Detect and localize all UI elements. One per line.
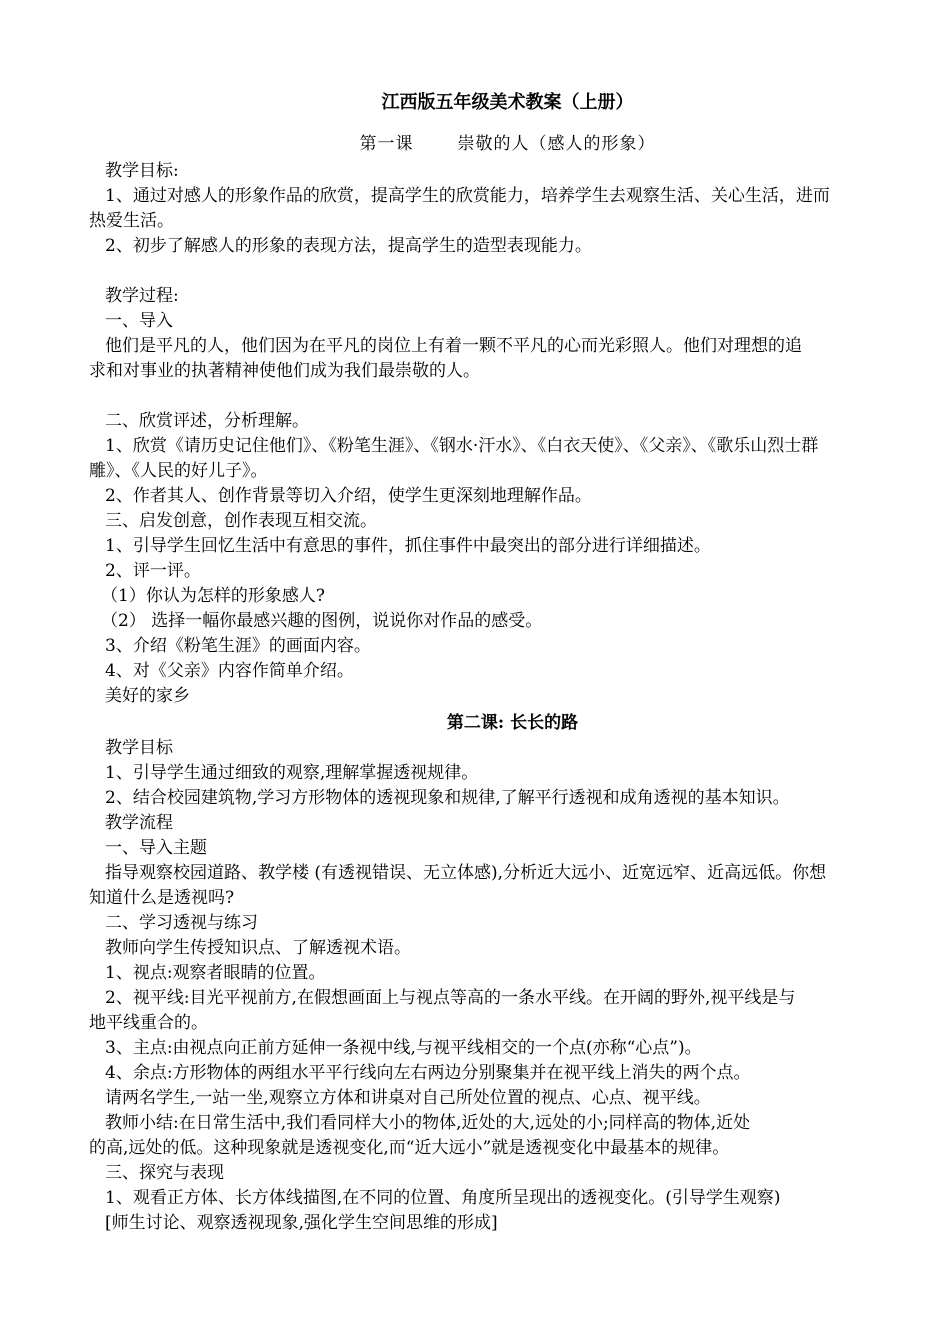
l1-line-7: 他们是平凡的人，他们因为在平凡的岗位上有着一颗不平凡的心而光彩照人。他们对理想的追: [105, 336, 802, 356]
l2-line-17: 三、探究与表现: [105, 1163, 224, 1183]
lesson1-number: 第一课: [359, 134, 414, 154]
lesson2-heading: 第二课: 长长的路: [446, 713, 579, 733]
l2-line-10: 2、视平线:目光平视前方,在假想画面上与视点等高的一条水平线。在开阔的野外,视平线是与: [105, 988, 796, 1008]
l1-line-18: （2） 选择一幅你最感兴趣的图例，说说你对作品的感受。: [101, 611, 543, 631]
l1-line-20: 4、对《父亲》内容作简单介绍。: [105, 661, 354, 681]
blank-line: [105, 259, 885, 284]
l1-line-3: 2、初步了解感人的形象的表现方法，提高学生的造型表现能力。: [105, 236, 592, 256]
l1-line-15: 1、引导学生回忆生活中有意思的事件，抓住事件中最突出的部分进行详细描述。: [105, 536, 711, 556]
l1-line-2: 热爱生活。: [89, 211, 174, 231]
l1-line-17: （1）你认为怎样的形象感人?: [101, 586, 325, 606]
l2-line-19: [师生讨论、观察透视现象,强化学生空间思维的形成]: [105, 1213, 498, 1233]
l1-line-12: 雕》、《人民的好儿子》。: [89, 461, 268, 481]
l2-line-16: 的高,远处的低。这种现象就是透视变化,而“近大远小”就是透视变化中最基本的规律。: [89, 1138, 730, 1158]
l1-line-10: 二、欣赏评述，分析理解。: [105, 411, 309, 431]
l2-line-9: 1、视点:观察者眼睛的位置。: [105, 963, 326, 983]
l2-line-3: 教学流程: [105, 813, 173, 833]
l1-line-16: 2、评一评。: [105, 561, 201, 581]
l2-line-4: 一、导入主题: [105, 838, 207, 858]
l2-line-11: 地平线重合的。: [89, 1013, 208, 1033]
l2-line-13: 4、余点:方形物体的两组水平平行线向左右两边分别聚集并在视平线上消失的两个点。: [105, 1063, 751, 1083]
l2-line-1: 1、引导学生通过细致的观察,理解掌握透视规律。: [105, 763, 479, 783]
l2-line-0: 教学目标: [105, 738, 173, 758]
lesson1-name: 崇敬的人（感人的形象）: [457, 134, 656, 154]
document-page: [89, 90, 885, 1236]
l2-line-18: 1、观看正方体、长方体线描图,在不同的位置、角度所呈现出的透视变化。(引导学生观察): [105, 1188, 781, 1208]
l1-line-21: 美好的家乡: [105, 686, 190, 706]
l2-line-12: 3、主点:由视点向正前方延伸一条视中线,与视平线相交的一个点(亦称“心点”)。: [105, 1038, 702, 1058]
l2-line-5: 指导观察校园道路、教学楼 (有透视错误、无立体感),分析近大远小、近宽远窄、近高远低。你想: [105, 863, 827, 883]
l1-line-6: 一、导入: [105, 311, 173, 331]
l2-line-6: 知道什么是透视吗?: [89, 888, 235, 908]
l2-line-7: 二、学习透视与练习: [105, 913, 258, 933]
l2-line-15: 教师小结:在日常生活中,我们看同样大小的物体,近处的大,远处的小;同样高的物体,近处: [105, 1113, 751, 1133]
l1-line-1: 1、通过对感人的形象作品的欣赏，提高学生的欣赏能力，培养学生去观察生活、关心生活，进而: [105, 186, 830, 206]
l1-line-11: 1、欣赏《请历史记住他们》、《粉笔生涯》、《钢水·汗水》、《白衣天使》、《父亲》、《歌乐山烈士群: [105, 436, 819, 456]
lesson1-heading: [105, 132, 885, 157]
l1-line-19: 3、介绍《粉笔生涯》的画面内容。: [105, 636, 371, 656]
l1-line-13: 2、作者其人、创作背景等切入介绍，使学生更深刻地理解作品。: [105, 486, 592, 506]
l1-line-5: 教学过程:: [105, 286, 179, 306]
document-title: 江西版五年级美术教案（上册）: [381, 92, 634, 113]
l1-line-8: 求和对事业的执著精神使他们成为我们最崇敬的人。: [89, 361, 480, 381]
l2-line-14: 请两名学生,一站一坐,观察立方体和讲桌对自己所处位置的视点、心点、视平线。: [105, 1088, 711, 1108]
l2-line-8: 教师向学生传授知识点、了解透视术语。: [105, 938, 411, 958]
l1-line-14: 三、启发创意，创作表现互相交流。: [105, 511, 377, 531]
blank-line: [105, 384, 885, 409]
l1-line-0: 教学目标:: [105, 161, 179, 181]
l2-line-2: 2、结合校园建筑物,学习方形物体的透视现象和规律,了解平行透视和成角透视的基本知识。: [105, 788, 790, 808]
